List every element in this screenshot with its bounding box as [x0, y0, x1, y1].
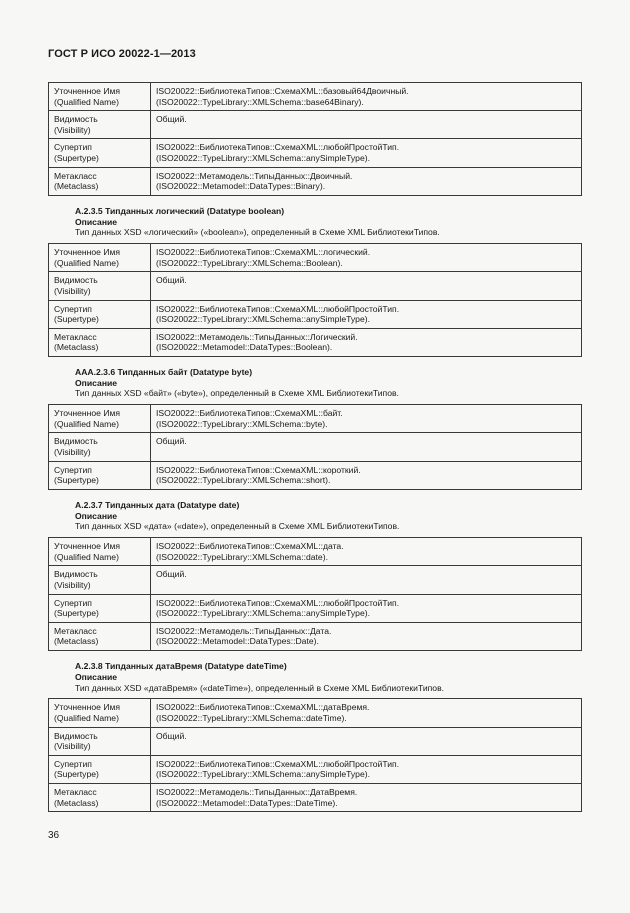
attribute-value-cell — [151, 405, 582, 433]
attributes-table — [48, 698, 582, 812]
attribute-value-line: ISO20022::БиблиотекаТипов::СхемаXML::датаВремя. — [156, 702, 370, 713]
attribute-name-cell — [49, 461, 151, 489]
attribute-name-cell — [49, 622, 151, 650]
attribute-value-cell — [151, 461, 582, 489]
attribute-name-line: Супертип — [54, 597, 92, 608]
attribute-value-line: (ISO20022::TypeLibrary::XMLSchema::dateTime). — [156, 712, 347, 723]
attribute-value-cell — [151, 783, 582, 811]
attribute-name-line: Уточненное Имя — [54, 702, 121, 713]
section-heading — [75, 367, 582, 399]
attribute-value-line: ISO20022::БиблиотекаТипов::СхемаXML::любойПростойТип. — [156, 597, 400, 608]
table-row — [49, 461, 582, 489]
attribute-value-line: ISO20022::БиблиотекаТипов::СхемаXML::короткий. — [156, 464, 361, 475]
attributes-table — [48, 537, 582, 651]
table-row — [49, 622, 582, 650]
section-description: Тип данных XSD «датаВремя» («dateTime»), определенный в Схеме XML БиблиотекиТипов. — [75, 682, 445, 693]
attribute-name-cell — [49, 272, 151, 300]
attribute-name-line: (Visibility) — [54, 285, 91, 296]
attribute-value-line: ISO20022::БиблиотекаТипов::СхемаXML::любойПростойТип. — [156, 142, 400, 153]
attribute-value-cell — [151, 433, 582, 461]
attribute-name-line: (Metaclass) — [54, 181, 99, 192]
attribute-value-line: (ISO20022::TypeLibrary::XMLSchema::anySimpleType). — [156, 769, 370, 780]
attribute-name-line: Видимость — [54, 436, 98, 447]
attribute-name-line: Метакласс — [54, 331, 97, 342]
attribute-value-cell — [151, 727, 582, 755]
attribute-value-cell — [151, 622, 582, 650]
attribute-value-cell — [151, 139, 582, 167]
attribute-value-line: ISO20022::Метамодель::ТипыДанных::Логический. — [156, 331, 358, 342]
attribute-name-line: (Supertype) — [54, 314, 99, 325]
attributes-table — [48, 243, 582, 357]
attribute-value-line: Общий. — [156, 730, 187, 741]
table-row — [49, 167, 582, 195]
attribute-value-cell — [151, 272, 582, 300]
attribute-name-line: (Qualified Name) — [54, 551, 119, 562]
attribute-value-line: (ISO20022::TypeLibrary::XMLSchema::byte). — [156, 418, 328, 429]
attribute-value-line: ISO20022::БиблиотекаТипов::СхемаXML::любойПростойТип. — [156, 758, 400, 769]
attribute-name-line: (Supertype) — [54, 608, 99, 619]
section-title: A.2.3.5 Типданных логический (Datatype boolean) — [75, 205, 285, 216]
attribute-value-line: ISO20022::БиблиотекаТипов::СхемаXML::базовый64Двоичный. — [156, 86, 409, 96]
attribute-name-cell — [49, 566, 151, 594]
section-description: Тип данных XSD «логический» («boolean»), определенный в Схеме XML БиблиотекиТипов. — [75, 227, 440, 238]
attribute-name-line: Видимость — [54, 569, 98, 580]
attribute-name-line: (Visibility) — [54, 741, 91, 752]
attribute-name-cell — [49, 783, 151, 811]
attribute-name-line: Супертип — [54, 142, 92, 153]
table-row — [49, 755, 582, 783]
attribute-name-line: (Qualified Name) — [54, 418, 119, 429]
document-header: ГОСТ Р ИСО 20022-1—2013 — [48, 48, 196, 60]
attribute-value-cell — [151, 594, 582, 622]
attribute-value-cell — [151, 244, 582, 272]
attribute-name-line: (Supertype) — [54, 769, 99, 780]
attribute-name-line: Видимость — [54, 114, 98, 125]
attribute-name-line: Супертип — [54, 464, 92, 475]
table-row — [49, 405, 582, 433]
section-description: Тип данных XSD «дата» («date»), определенный в Схеме XML БиблиотекиТипов. — [75, 521, 400, 532]
attribute-value-cell — [151, 83, 582, 111]
attribute-value-cell — [151, 328, 582, 356]
attribute-value-cell — [151, 566, 582, 594]
attribute-value-line: (ISO20022::Metamodel::DataTypes::Date). — [156, 636, 319, 647]
attribute-name-line: (Supertype) — [54, 475, 99, 486]
attribute-value-cell — [151, 755, 582, 783]
attribute-name-cell — [49, 433, 151, 461]
page-number: 36 — [48, 830, 60, 841]
attribute-name-cell — [49, 167, 151, 195]
attribute-value-line: (ISO20022::TypeLibrary::XMLSchema::anySimpleType). — [156, 314, 370, 325]
attributes-table — [48, 404, 582, 490]
attribute-name-line: (Visibility) — [54, 580, 91, 591]
attribute-value-line: (ISO20022::TypeLibrary::XMLSchema::short). — [156, 475, 331, 486]
attribute-name-line: (Qualified Name) — [54, 712, 119, 723]
attribute-value-line: ISO20022::Метамодель::ТипыДанных::ДатаВремя. — [156, 786, 358, 797]
table-row — [49, 699, 582, 727]
attribute-value-line: (ISO20022::TypeLibrary::XMLSchema::anySimpleType). — [156, 608, 370, 619]
attribute-value-cell — [151, 699, 582, 727]
attribute-value-cell — [151, 167, 582, 195]
attribute-value-line: Общий. — [156, 275, 187, 286]
attribute-name-cell — [49, 538, 151, 566]
table-row — [49, 538, 582, 566]
section-subtitle: Описание — [75, 377, 118, 388]
table-row — [49, 727, 582, 755]
table-row — [49, 244, 582, 272]
table-row — [49, 783, 582, 811]
section-title: A.2.3.7 Типданных дата (Datatype date) — [75, 499, 240, 510]
attribute-value-line: (ISO20022::TypeLibrary::XMLSchema::base64Binary). — [156, 96, 364, 107]
attribute-value-line: (ISO20022::TypeLibrary::XMLSchema::Boolean). — [156, 257, 343, 268]
table-row — [49, 272, 582, 300]
section-subtitle: Описание — [75, 510, 118, 521]
attribute-value-line: ISO20022::БиблиотекаТипов::СхемаXML::байт. — [156, 408, 343, 419]
table-row — [49, 594, 582, 622]
attribute-name-cell — [49, 244, 151, 272]
attribute-name-cell — [49, 727, 151, 755]
attribute-value-line: ISO20022::БиблиотекаТипов::СхемаXML::любойПростойТип. — [156, 303, 400, 314]
attribute-name-line: Видимость — [54, 730, 98, 741]
attribute-name-cell — [49, 405, 151, 433]
table-row — [49, 111, 582, 139]
attribute-name-line: (Metaclass) — [54, 342, 99, 353]
attribute-name-line: (Metaclass) — [54, 636, 99, 647]
table-row — [49, 328, 582, 356]
attribute-value-line: (ISO20022::Metamodel::DataTypes::Boolean). — [156, 342, 333, 353]
section-title: A.2.3.8 Типданных датаВремя (Datatype dateTime) — [75, 660, 287, 671]
attribute-value-line: ISO20022::БиблиотекаТипов::СхемаXML::логический. — [156, 247, 371, 258]
attribute-name-cell — [49, 300, 151, 328]
attribute-value-line: (ISO20022::Metamodel::DataTypes::Binary). — [156, 181, 326, 192]
attribute-name-cell — [49, 139, 151, 167]
attribute-value-line: (ISO20022::Metamodel::DataTypes::DateTime). — [156, 797, 338, 808]
attribute-name-cell — [49, 594, 151, 622]
attribute-name-cell — [49, 111, 151, 139]
table-row — [49, 83, 582, 111]
attribute-name-cell — [49, 328, 151, 356]
sections-container — [48, 82, 582, 820]
attribute-name-line: Уточненное Имя — [54, 86, 121, 96]
attribute-name-line: Супертип — [54, 758, 92, 769]
attributes-table — [48, 82, 582, 196]
section-title: AAA.2.3.6 Типданных байт (Datatype byte) — [75, 366, 253, 377]
attribute-value-cell — [151, 300, 582, 328]
attribute-value-line: Общий. — [156, 436, 187, 447]
attribute-name-line: (Visibility) — [54, 124, 91, 135]
attribute-name-line: (Qualified Name) — [54, 257, 119, 268]
attribute-name-cell — [49, 699, 151, 727]
section-subtitle: Описание — [75, 671, 118, 682]
table-row — [49, 433, 582, 461]
attribute-name-line: Видимость — [54, 275, 98, 286]
section-heading — [75, 661, 582, 693]
attribute-value-line: (ISO20022::TypeLibrary::XMLSchema::anySimpleType). — [156, 152, 370, 163]
section-description: Тип данных XSD «байт» («byte»), определенный в Схеме XML БиблиотекиТипов. — [75, 388, 399, 399]
attribute-value-line: ISO20022::Метамодель::ТипыДанных::Дата. — [156, 625, 332, 636]
attribute-name-line: Метакласс — [54, 786, 97, 797]
attribute-value-cell — [151, 111, 582, 139]
attribute-name-line: Метакласс — [54, 170, 97, 181]
attribute-name-cell — [49, 755, 151, 783]
attribute-name-line: Метакласс — [54, 625, 97, 636]
attribute-value-line: (ISO20022::TypeLibrary::XMLSchema::date). — [156, 551, 328, 562]
attribute-value-line: Общий. — [156, 569, 187, 580]
attribute-name-line: (Metaclass) — [54, 797, 99, 808]
attribute-name-line: (Qualified Name) — [54, 96, 119, 107]
attribute-value-cell — [151, 538, 582, 566]
section-heading — [75, 206, 582, 238]
table-row — [49, 139, 582, 167]
attribute-value-line: ISO20022::БиблиотекаТипов::СхемаXML::дата. — [156, 541, 344, 552]
attribute-name-line: Уточненное Имя — [54, 247, 121, 258]
section-subtitle: Описание — [75, 216, 118, 227]
attribute-name-line: Супертип — [54, 303, 92, 314]
attribute-name-line: Уточненное Имя — [54, 541, 121, 552]
attribute-value-line: Общий. — [156, 114, 187, 125]
table-row — [49, 566, 582, 594]
attribute-value-line: ISO20022::Метамодель::ТипыДанных::Двоичный. — [156, 170, 353, 181]
section-heading — [75, 500, 582, 532]
attribute-name-cell — [49, 83, 151, 111]
attribute-name-line: (Visibility) — [54, 447, 91, 458]
attribute-name-line: (Supertype) — [54, 152, 99, 163]
table-row — [49, 300, 582, 328]
attribute-name-line: Уточненное Имя — [54, 408, 121, 419]
